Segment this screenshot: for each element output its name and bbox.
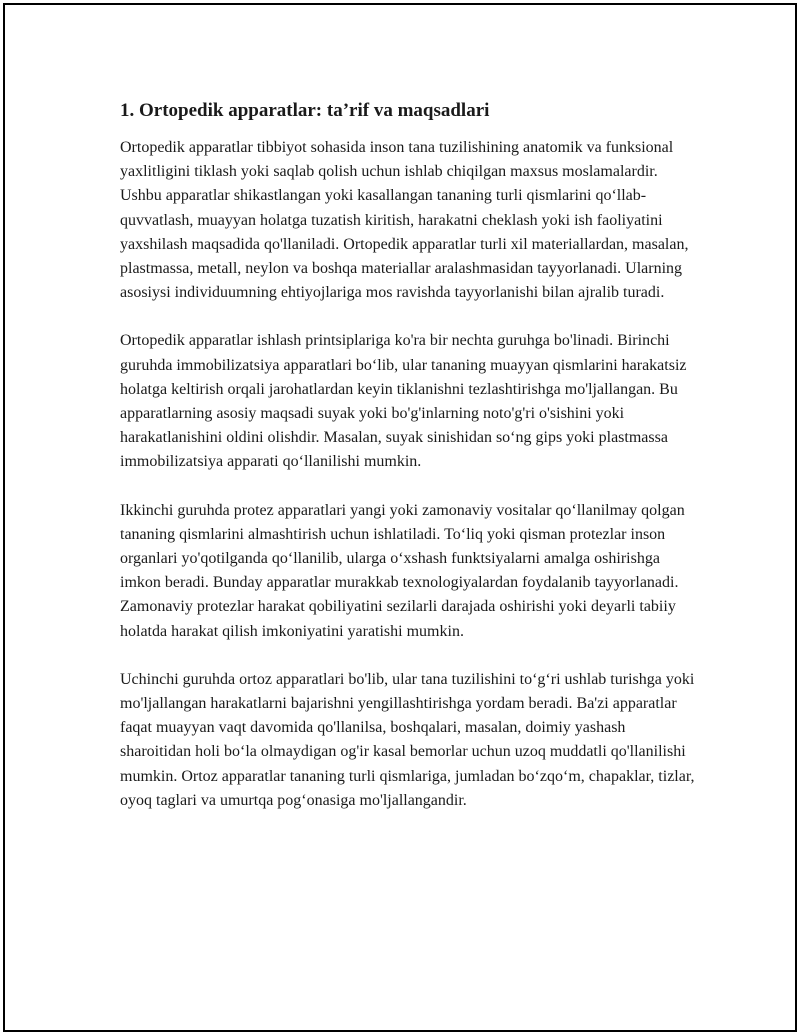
- paragraph-prosthesis: Ikkinchi guruhda protez apparatlari yangi yoki zamonaviy vositalar qo‘llanilmay qolgan tananing qismlarini almashtirish uchun ishlatiladi. To‘liq yoki qisman protezlar inson organlari yo'qotilganda qo‘llanilib, ularga o‘xshash funktsiyalarni amalga oshirishga imkon beradi. Bunday apparatlar murakkab texnologiyalardan foydalanib tayyorlanadi. Zamonaviy protezlar harakat qobiliyatini sezilarli darajada oshirishi yoki deyarli tabiiy holatda harakat qilish imkoniyatini yaratishi mumkin.: [120, 501, 685, 640]
- paragraph-immobilization: Ortopedik apparatlar ishlash printsiplariga ko'ra bir nechta guruhga bo'linadi. Birinchi guruhda immobilizatsiya apparatlari bo‘lib, ular tananing muayyan qismlarini harakatsiz holatga keltirish orqali jarohatlardan keyin tiklanishni tezlashtirishga mo'ljallangan. Bu apparatlarning asosiy maqsadi suyak yoki bo'g'inlarning noto'g'ri o'sishini yoki harakatlanishini oldini olishdir. Masalan, suyak sinishidan so‘ng gips yoki plastmassa immobilizatsiya apparati qo‘llanilishi mumkin.: [120, 332, 687, 471]
- paragraph-orthosis: Uchinchi guruhda ortoz apparatlari bo'lib, ular tana tuzilishini to‘g‘ri ushlab turishga yoki mo'ljallangan harakatlarni bajarishni yengillashtirishga yordam beradi. Ba'zi apparatlar faqat muayyan vaqt davomida qo'llanilsa, boshqalari, masalan, doimiy yashash sharoitidan holi bo‘la olmaydigan og'ir kasal bemorlar uchun uzoq muddatli qo'llanilishi mumkin. Ortoz apparatlar tananing turli qismlariga, jumladan bo‘zqo‘m, chapaklar, tizlar, oyoq taglari va umurtqa pog‘onasiga mo'ljallangandir.: [120, 670, 695, 809]
- document-content: [120, 98, 700, 837]
- paragraph-definition: Ortopedik apparatlar tibbiyot sohasida inson tana tuzilishining anatomik va funksional yaxlitligini tiklash yoki saqlab qolish uchun ishlab chiqilgan maxsus moslamalardir. Ushbu apparatlar shikastlangan yoki kasallangan tananing turli qismlarini qo‘llab-quvvatlash, muayyan holatga tuzatish kiritish, harakatni cheklash yoki ish faoliyatini yaxshilash maqsadida qo'llaniladi. Ortopedik apparatlar turli xil materiallardan, masalan, plastmassa, metall, neylon va boshqa materiallar aralashmasidan tayyorlanadi. Ularning asosiysi individuumning ehtiyojlariga mos ravishda tayyorlanishi bilan ajralib turadi.: [120, 139, 689, 302]
- document-page: [3, 3, 797, 1032]
- section-heading: 1. Ortopedik apparatlar: ta’rif va maqsadlari: [120, 100, 490, 121]
